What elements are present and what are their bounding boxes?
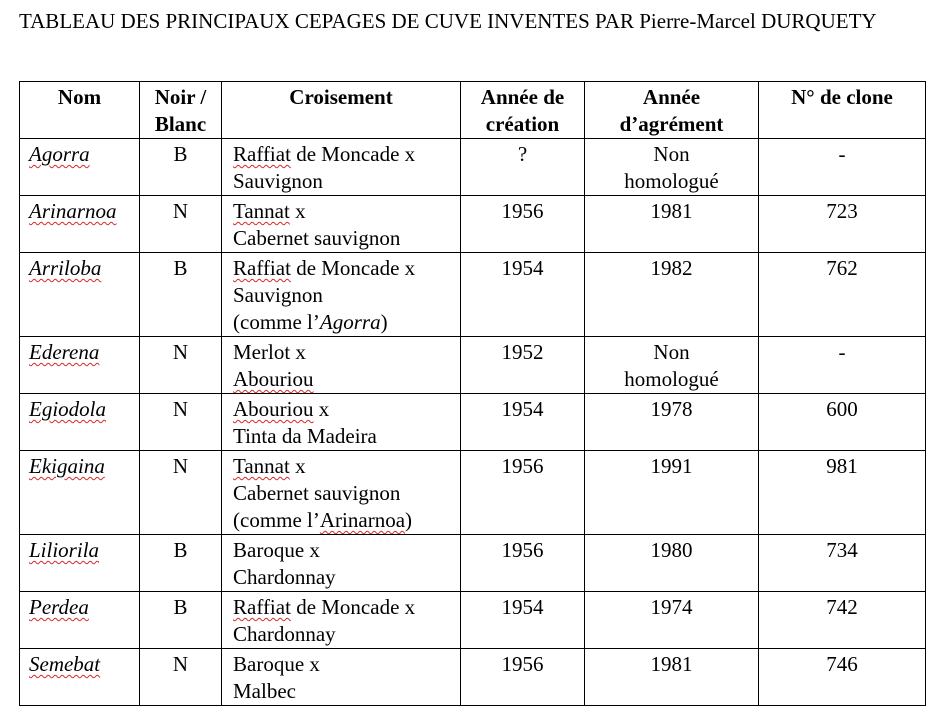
table-row: [20, 649, 926, 706]
cell-clone: -: [759, 337, 926, 394]
header-croisement: Croisement: [222, 82, 461, 139]
cell-clone: 742: [759, 592, 926, 649]
cell-color: N: [140, 337, 222, 394]
cell-croisement: Merlot x Abouriou: [222, 337, 461, 394]
cell-annee-creation: 1954: [461, 592, 585, 649]
cell-nom: Ederena: [20, 337, 140, 394]
table-row: [20, 196, 926, 253]
cell-croisement: Abouriou x Tinta da Madeira: [222, 394, 461, 451]
cell-clone: 734: [759, 535, 926, 592]
header-annee-agrement: Année d’agrément: [585, 82, 759, 139]
cell-color: N: [140, 451, 222, 535]
cell-croisement: Tannat x Cabernet sauvignon: [222, 196, 461, 253]
cell-croisement: Raffiat de Moncade x Chardonnay: [222, 592, 461, 649]
cell-annee-creation: 1956: [461, 535, 585, 592]
cell-annee-agrement: 1981: [585, 649, 759, 706]
cell-nom: Egiodola: [20, 394, 140, 451]
table-row: [20, 451, 926, 535]
cell-clone: 723: [759, 196, 926, 253]
cell-nom: Semebat: [20, 649, 140, 706]
grape-varieties-table: [19, 81, 926, 706]
cell-annee-agrement: 1980: [585, 535, 759, 592]
cell-nom: Arriloba: [20, 253, 140, 337]
cell-clone: -: [759, 139, 926, 196]
cell-annee-agrement: 1981: [585, 196, 759, 253]
cell-color: N: [140, 196, 222, 253]
cell-annee-creation: 1956: [461, 649, 585, 706]
header-annee-creation: Année de création: [461, 82, 585, 139]
cell-croisement: Baroque x Chardonnay: [222, 535, 461, 592]
cell-color: B: [140, 535, 222, 592]
table-row: [20, 337, 926, 394]
cell-nom: Ekigaina: [20, 451, 140, 535]
cell-croisement: Tannat x Cabernet sauvignon (comme l’Arinarnoa): [222, 451, 461, 535]
cell-nom: Perdea: [20, 592, 140, 649]
cell-clone: 762: [759, 253, 926, 337]
table-row: [20, 592, 926, 649]
cell-clone: 981: [759, 451, 926, 535]
table-row: [20, 139, 926, 196]
cell-annee-agrement: Non homologué: [585, 337, 759, 394]
cell-clone: 746: [759, 649, 926, 706]
header-numero-clone: N° de clone: [759, 82, 926, 139]
page-title: TABLEAU DES PRINCIPAUX CEPAGES DE CUVE INVENTES PAR Pierre-Marcel DURQUETY: [19, 9, 877, 33]
cell-annee-creation: 1954: [461, 394, 585, 451]
cell-annee-creation: 1954: [461, 253, 585, 337]
table-row: [20, 253, 926, 337]
cell-annee-agrement: 1982: [585, 253, 759, 337]
cell-annee-creation: ?: [461, 139, 585, 196]
table-row: [20, 535, 926, 592]
cell-color: N: [140, 649, 222, 706]
cell-annee-agrement: 1974: [585, 592, 759, 649]
header-noir-blanc: Noir / Blanc: [140, 82, 222, 139]
cell-clone: 600: [759, 394, 926, 451]
table-row: [20, 394, 926, 451]
header-nom: Nom: [20, 82, 140, 139]
cell-croisement: Raffiat de Moncade x Sauvignon: [222, 139, 461, 196]
cell-croisement: Raffiat de Moncade x Sauvignon (comme l’Agorra): [222, 253, 461, 337]
cell-color: B: [140, 253, 222, 337]
cell-color: N: [140, 394, 222, 451]
cell-annee-agrement: Non homologué: [585, 139, 759, 196]
cell-annee-agrement: 1991: [585, 451, 759, 535]
cell-annee-creation: 1956: [461, 196, 585, 253]
cell-color: B: [140, 139, 222, 196]
cell-nom: Agorra: [20, 139, 140, 196]
cell-nom: Arinarnoa: [20, 196, 140, 253]
cell-annee-creation: 1952: [461, 337, 585, 394]
cell-nom: Liliorila: [20, 535, 140, 592]
cell-annee-agrement: 1978: [585, 394, 759, 451]
cell-color: B: [140, 592, 222, 649]
cell-annee-creation: 1956: [461, 451, 585, 535]
table-header-row: [20, 82, 926, 139]
cell-croisement: Baroque x Malbec: [222, 649, 461, 706]
